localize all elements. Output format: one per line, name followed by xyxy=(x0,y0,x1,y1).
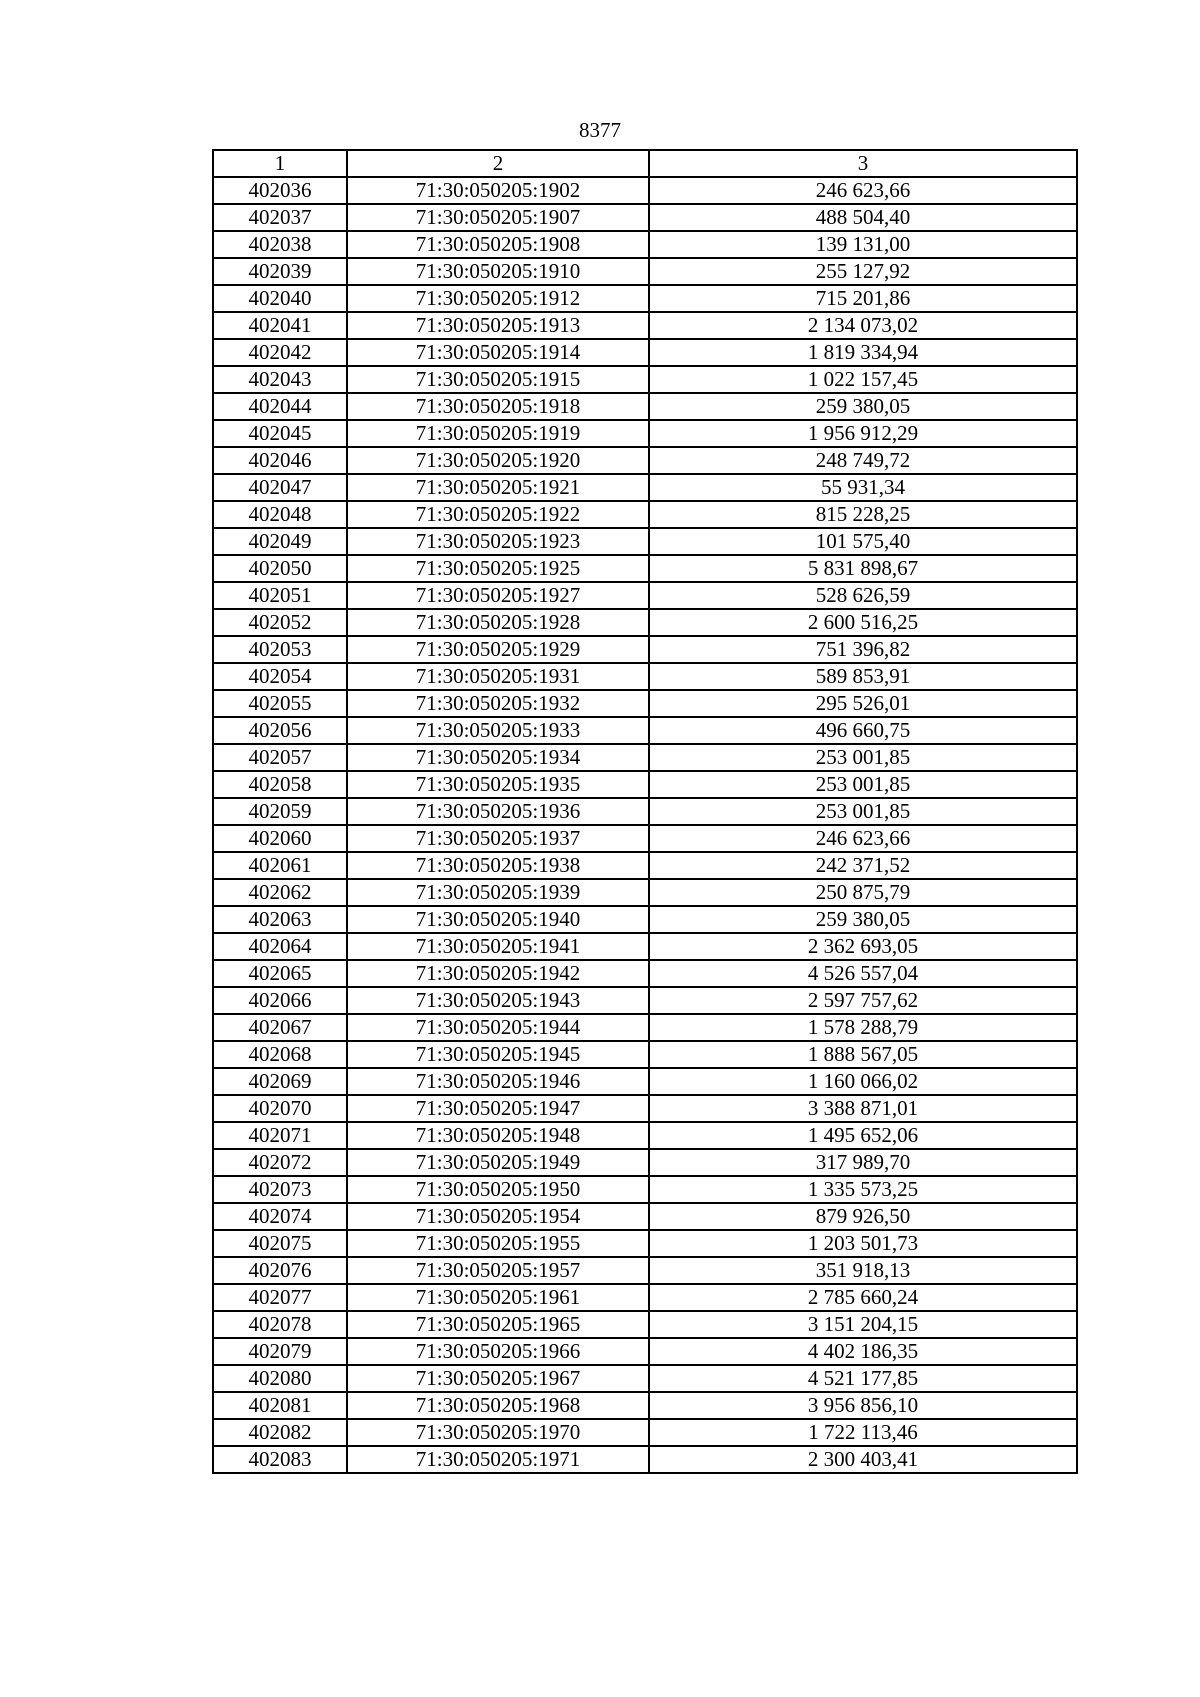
cadastral-number-cell: 71:30:050205:1954 xyxy=(347,1203,649,1230)
row-id-cell: 402080 xyxy=(213,1365,347,1392)
value-cell: 4 526 557,04 xyxy=(649,960,1077,987)
row-id-cell: 402042 xyxy=(213,339,347,366)
cadastral-number-cell: 71:30:050205:1948 xyxy=(347,1122,649,1149)
table-body xyxy=(213,177,1077,1473)
row-id-cell: 402070 xyxy=(213,1095,347,1122)
row-id-cell: 402071 xyxy=(213,1122,347,1149)
table-row xyxy=(213,717,1077,744)
row-id-cell: 402060 xyxy=(213,825,347,852)
value-cell: 715 201,86 xyxy=(649,285,1077,312)
value-cell: 101 575,40 xyxy=(649,528,1077,555)
table-row xyxy=(213,420,1077,447)
value-cell: 2 300 403,41 xyxy=(649,1446,1077,1473)
cadastral-number-cell: 71:30:050205:1950 xyxy=(347,1176,649,1203)
cadastral-number-cell: 71:30:050205:1935 xyxy=(347,771,649,798)
value-cell: 1 022 157,45 xyxy=(649,366,1077,393)
table-row xyxy=(213,1338,1077,1365)
value-cell: 1 888 567,05 xyxy=(649,1041,1077,1068)
row-id-cell: 402065 xyxy=(213,960,347,987)
row-id-cell: 402048 xyxy=(213,501,347,528)
table-row xyxy=(213,933,1077,960)
row-id-cell: 402067 xyxy=(213,1014,347,1041)
value-cell: 3 956 856,10 xyxy=(649,1392,1077,1419)
column-header-3: 3 xyxy=(649,150,1077,177)
table-row xyxy=(213,447,1077,474)
table-row xyxy=(213,366,1077,393)
cadastral-number-cell: 71:30:050205:1967 xyxy=(347,1365,649,1392)
table-row xyxy=(213,636,1077,663)
table-row xyxy=(213,609,1077,636)
value-cell: 1 956 912,29 xyxy=(649,420,1077,447)
table-row xyxy=(213,1149,1077,1176)
table-row xyxy=(213,1041,1077,1068)
row-id-cell: 402051 xyxy=(213,582,347,609)
value-cell: 1 335 573,25 xyxy=(649,1176,1077,1203)
header-row xyxy=(213,150,1077,177)
cadastral-number-cell: 71:30:050205:1927 xyxy=(347,582,649,609)
value-cell: 815 228,25 xyxy=(649,501,1077,528)
value-cell: 5 831 898,67 xyxy=(649,555,1077,582)
value-cell: 259 380,05 xyxy=(649,906,1077,933)
row-id-cell: 402082 xyxy=(213,1419,347,1446)
row-id-cell: 402062 xyxy=(213,879,347,906)
cadastral-number-cell: 71:30:050205:1915 xyxy=(347,366,649,393)
value-cell: 139 131,00 xyxy=(649,231,1077,258)
table-row xyxy=(213,285,1077,312)
cadastral-number-cell: 71:30:050205:1949 xyxy=(347,1149,649,1176)
page-number: 8377 xyxy=(579,118,621,142)
row-id-cell: 402057 xyxy=(213,744,347,771)
table-row xyxy=(213,1419,1077,1446)
cadastral-number-cell: 71:30:050205:1970 xyxy=(347,1419,649,1446)
row-id-cell: 402081 xyxy=(213,1392,347,1419)
row-id-cell: 402068 xyxy=(213,1041,347,1068)
value-cell: 2 597 757,62 xyxy=(649,987,1077,1014)
cadastral-number-cell: 71:30:050205:1957 xyxy=(347,1257,649,1284)
cadastral-number-cell: 71:30:050205:1931 xyxy=(347,663,649,690)
cadastral-number-cell: 71:30:050205:1940 xyxy=(347,906,649,933)
value-cell: 528 626,59 xyxy=(649,582,1077,609)
table-row xyxy=(213,1392,1077,1419)
table-row xyxy=(213,1014,1077,1041)
cadastral-number-cell: 71:30:050205:1914 xyxy=(347,339,649,366)
value-cell: 4 402 186,35 xyxy=(649,1338,1077,1365)
value-cell: 250 875,79 xyxy=(649,879,1077,906)
column-header-1: 1 xyxy=(213,150,347,177)
row-id-cell: 402076 xyxy=(213,1257,347,1284)
row-id-cell: 402044 xyxy=(213,393,347,420)
value-cell: 351 918,13 xyxy=(649,1257,1077,1284)
row-id-cell: 402078 xyxy=(213,1311,347,1338)
row-id-cell: 402045 xyxy=(213,420,347,447)
row-id-cell: 402072 xyxy=(213,1149,347,1176)
cadastral-number-cell: 71:30:050205:1920 xyxy=(347,447,649,474)
cadastral-number-cell: 71:30:050205:1907 xyxy=(347,204,649,231)
table-row xyxy=(213,393,1077,420)
value-cell: 1 722 113,46 xyxy=(649,1419,1077,1446)
table-row xyxy=(213,1203,1077,1230)
cadastral-number-cell: 71:30:050205:1925 xyxy=(347,555,649,582)
row-id-cell: 402063 xyxy=(213,906,347,933)
table-row xyxy=(213,798,1077,825)
table-row xyxy=(213,312,1077,339)
table-row xyxy=(213,771,1077,798)
cadastral-number-cell: 71:30:050205:1923 xyxy=(347,528,649,555)
value-cell: 2 600 516,25 xyxy=(649,609,1077,636)
row-id-cell: 402050 xyxy=(213,555,347,582)
value-cell: 589 853,91 xyxy=(649,663,1077,690)
table-row xyxy=(213,1284,1077,1311)
value-cell: 253 001,85 xyxy=(649,798,1077,825)
cadastral-number-cell: 71:30:050205:1937 xyxy=(347,825,649,852)
cadastral-number-cell: 71:30:050205:1932 xyxy=(347,690,649,717)
cadastral-number-cell: 71:30:050205:1971 xyxy=(347,1446,649,1473)
table-row xyxy=(213,555,1077,582)
cadastral-number-cell: 71:30:050205:1933 xyxy=(347,717,649,744)
table-row xyxy=(213,906,1077,933)
table-row xyxy=(213,1230,1077,1257)
table-row xyxy=(213,1365,1077,1392)
table-row xyxy=(213,960,1077,987)
row-id-cell: 402055 xyxy=(213,690,347,717)
value-cell: 248 749,72 xyxy=(649,447,1077,474)
value-cell: 2 785 660,24 xyxy=(649,1284,1077,1311)
row-id-cell: 402066 xyxy=(213,987,347,1014)
cadastral-number-cell: 71:30:050205:1934 xyxy=(347,744,649,771)
table-row xyxy=(213,1095,1077,1122)
cadastral-number-cell: 71:30:050205:1961 xyxy=(347,1284,649,1311)
cadastral-number-cell: 71:30:050205:1947 xyxy=(347,1095,649,1122)
cadastral-number-cell: 71:30:050205:1943 xyxy=(347,987,649,1014)
value-cell: 4 521 177,85 xyxy=(649,1365,1077,1392)
cadastral-number-cell: 71:30:050205:1946 xyxy=(347,1068,649,1095)
cadastral-number-cell: 71:30:050205:1910 xyxy=(347,258,649,285)
row-id-cell: 402054 xyxy=(213,663,347,690)
table-row xyxy=(213,474,1077,501)
cadastral-number-cell: 71:30:050205:1936 xyxy=(347,798,649,825)
value-cell: 3 388 871,01 xyxy=(649,1095,1077,1122)
value-cell: 246 623,66 xyxy=(649,177,1077,204)
cadastral-number-cell: 71:30:050205:1968 xyxy=(347,1392,649,1419)
table-row xyxy=(213,1176,1077,1203)
value-cell: 255 127,92 xyxy=(649,258,1077,285)
cadastral-number-cell: 71:30:050205:1965 xyxy=(347,1311,649,1338)
value-cell: 1 160 066,02 xyxy=(649,1068,1077,1095)
row-id-cell: 402041 xyxy=(213,312,347,339)
row-id-cell: 402047 xyxy=(213,474,347,501)
value-cell: 259 380,05 xyxy=(649,393,1077,420)
value-cell: 1 578 288,79 xyxy=(649,1014,1077,1041)
row-id-cell: 402038 xyxy=(213,231,347,258)
value-cell: 1 203 501,73 xyxy=(649,1230,1077,1257)
table-row xyxy=(213,879,1077,906)
row-id-cell: 402036 xyxy=(213,177,347,204)
table-row xyxy=(213,1122,1077,1149)
cadastral-number-cell: 71:30:050205:1955 xyxy=(347,1230,649,1257)
table-row xyxy=(213,1446,1077,1473)
row-id-cell: 402069 xyxy=(213,1068,347,1095)
cadastral-number-cell: 71:30:050205:1942 xyxy=(347,960,649,987)
row-id-cell: 402040 xyxy=(213,285,347,312)
value-cell: 2 362 693,05 xyxy=(649,933,1077,960)
table-row xyxy=(213,582,1077,609)
data-table xyxy=(212,149,1078,1474)
table-row xyxy=(213,852,1077,879)
value-cell: 295 526,01 xyxy=(649,690,1077,717)
table-row xyxy=(213,258,1077,285)
table-row xyxy=(213,744,1077,771)
table-row xyxy=(213,1068,1077,1095)
value-cell: 242 371,52 xyxy=(649,852,1077,879)
row-id-cell: 402049 xyxy=(213,528,347,555)
row-id-cell: 402058 xyxy=(213,771,347,798)
row-id-cell: 402039 xyxy=(213,258,347,285)
table-row xyxy=(213,204,1077,231)
cadastral-number-cell: 71:30:050205:1945 xyxy=(347,1041,649,1068)
row-id-cell: 402077 xyxy=(213,1284,347,1311)
cadastral-number-cell: 71:30:050205:1908 xyxy=(347,231,649,258)
value-cell: 1 819 334,94 xyxy=(649,339,1077,366)
value-cell: 3 151 204,15 xyxy=(649,1311,1077,1338)
table-row xyxy=(213,1311,1077,1338)
value-cell: 253 001,85 xyxy=(649,744,1077,771)
table-row xyxy=(213,987,1077,1014)
table-row xyxy=(213,690,1077,717)
cadastral-number-cell: 71:30:050205:1918 xyxy=(347,393,649,420)
value-cell: 2 134 073,02 xyxy=(649,312,1077,339)
row-id-cell: 402052 xyxy=(213,609,347,636)
cadastral-number-cell: 71:30:050205:1913 xyxy=(347,312,649,339)
row-id-cell: 402064 xyxy=(213,933,347,960)
value-cell: 246 623,66 xyxy=(649,825,1077,852)
value-cell: 751 396,82 xyxy=(649,636,1077,663)
value-cell: 253 001,85 xyxy=(649,771,1077,798)
cadastral-number-cell: 71:30:050205:1919 xyxy=(347,420,649,447)
value-cell: 317 989,70 xyxy=(649,1149,1077,1176)
cadastral-number-cell: 71:30:050205:1938 xyxy=(347,852,649,879)
cadastral-number-cell: 71:30:050205:1902 xyxy=(347,177,649,204)
cadastral-number-cell: 71:30:050205:1941 xyxy=(347,933,649,960)
cadastral-number-cell: 71:30:050205:1922 xyxy=(347,501,649,528)
row-id-cell: 402053 xyxy=(213,636,347,663)
value-cell: 55 931,34 xyxy=(649,474,1077,501)
row-id-cell: 402037 xyxy=(213,204,347,231)
row-id-cell: 402043 xyxy=(213,366,347,393)
row-id-cell: 402079 xyxy=(213,1338,347,1365)
cadastral-number-cell: 71:30:050205:1944 xyxy=(347,1014,649,1041)
value-cell: 879 926,50 xyxy=(649,1203,1077,1230)
row-id-cell: 402056 xyxy=(213,717,347,744)
cadastral-number-cell: 71:30:050205:1929 xyxy=(347,636,649,663)
table-row xyxy=(213,528,1077,555)
row-id-cell: 402083 xyxy=(213,1446,347,1473)
table-row xyxy=(213,825,1077,852)
row-id-cell: 402074 xyxy=(213,1203,347,1230)
table-row xyxy=(213,501,1077,528)
cadastral-number-cell: 71:30:050205:1912 xyxy=(347,285,649,312)
table-row xyxy=(213,1257,1077,1284)
value-cell: 488 504,40 xyxy=(649,204,1077,231)
row-id-cell: 402059 xyxy=(213,798,347,825)
cadastral-number-cell: 71:30:050205:1966 xyxy=(347,1338,649,1365)
table-row xyxy=(213,663,1077,690)
table-row xyxy=(213,231,1077,258)
row-id-cell: 402046 xyxy=(213,447,347,474)
cadastral-number-cell: 71:30:050205:1928 xyxy=(347,609,649,636)
cadastral-number-cell: 71:30:050205:1939 xyxy=(347,879,649,906)
column-header-2: 2 xyxy=(347,150,649,177)
cadastral-number-cell: 71:30:050205:1921 xyxy=(347,474,649,501)
table-row xyxy=(213,177,1077,204)
row-id-cell: 402073 xyxy=(213,1176,347,1203)
value-cell: 1 495 652,06 xyxy=(649,1122,1077,1149)
row-id-cell: 402061 xyxy=(213,852,347,879)
value-cell: 496 660,75 xyxy=(649,717,1077,744)
table-row xyxy=(213,339,1077,366)
row-id-cell: 402075 xyxy=(213,1230,347,1257)
